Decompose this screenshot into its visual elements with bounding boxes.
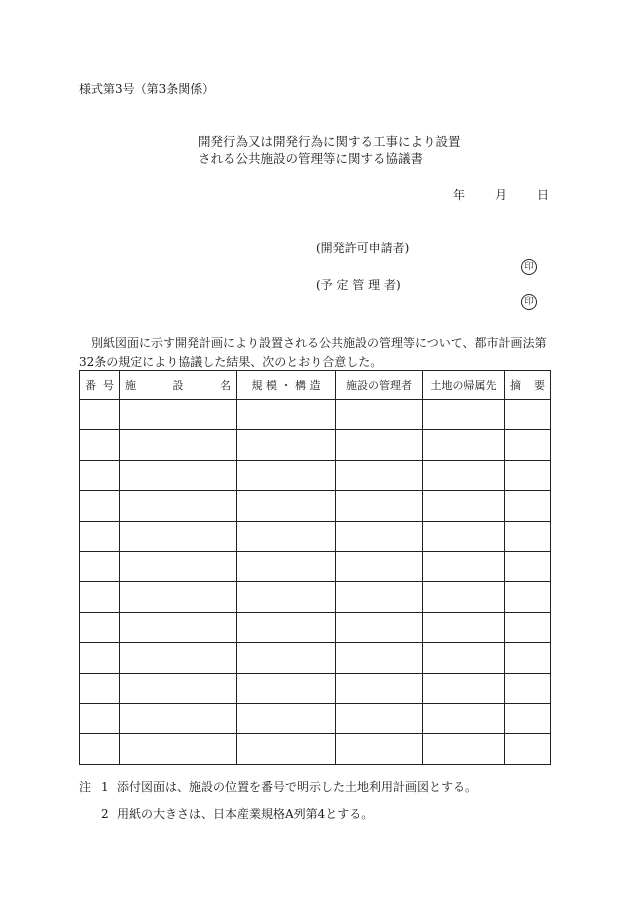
date-line xyxy=(453,186,549,203)
cell-facility-name[interactable] xyxy=(120,491,237,521)
cell-facility-name[interactable] xyxy=(120,460,237,490)
header-scale-structure: 規 模 ・ 構 造 xyxy=(237,371,336,400)
cell-scale-structure[interactable] xyxy=(237,491,336,521)
document-title-line-2: される公共施設の管理等に関する協議書 xyxy=(198,151,424,166)
cell-number[interactable] xyxy=(80,612,120,642)
cell-remarks[interactable] xyxy=(505,703,551,733)
cell-facility-manager[interactable] xyxy=(336,400,423,430)
table-row xyxy=(80,521,551,551)
table-header-row xyxy=(80,371,551,400)
facility-table xyxy=(79,370,551,765)
agreement-body-content: 別紙図面に示す開発計画により設置される公共施設の管理等について、都市計画法第32条の規定により協議した結果、次のとおり合意した。 xyxy=(79,336,547,369)
document-title-line-1: 開発行為又は開発行為に関する工事により設置 xyxy=(198,134,461,149)
cell-facility-manager[interactable] xyxy=(336,582,423,612)
cell-facility-manager[interactable] xyxy=(336,460,423,490)
cell-remarks[interactable] xyxy=(505,734,551,764)
cell-remarks[interactable] xyxy=(505,400,551,430)
cell-land-ownership[interactable] xyxy=(423,643,505,673)
cell-facility-name[interactable] xyxy=(120,400,237,430)
cell-facility-name[interactable] xyxy=(120,551,237,581)
cell-number[interactable] xyxy=(80,521,120,551)
cell-remarks[interactable] xyxy=(505,551,551,581)
date-month-label: 月 xyxy=(495,188,508,202)
table-row xyxy=(80,703,551,733)
table-row xyxy=(80,612,551,642)
table-row xyxy=(80,643,551,673)
cell-scale-structure[interactable] xyxy=(237,551,336,581)
document-title xyxy=(198,133,461,167)
table-row xyxy=(80,734,551,764)
cell-facility-name[interactable] xyxy=(120,734,237,764)
cell-number[interactable] xyxy=(80,400,120,430)
notes-section xyxy=(79,774,477,828)
cell-land-ownership[interactable] xyxy=(423,673,505,703)
note-item-1 xyxy=(79,774,477,801)
cell-remarks[interactable] xyxy=(505,460,551,490)
note-number: 1 xyxy=(101,780,109,794)
applicant-label: (開発許可申請者) xyxy=(316,241,410,255)
cell-number[interactable] xyxy=(80,643,120,673)
header-number: 番 号 xyxy=(80,371,120,400)
cell-facility-name[interactable] xyxy=(120,673,237,703)
cell-scale-structure[interactable] xyxy=(237,703,336,733)
applicant-seal-mark: 印 xyxy=(521,259,537,275)
cell-scale-structure[interactable] xyxy=(237,734,336,764)
table-body xyxy=(80,400,551,765)
cell-facility-name[interactable] xyxy=(120,430,237,460)
cell-land-ownership[interactable] xyxy=(423,551,505,581)
date-year-label: 年 xyxy=(453,188,466,202)
cell-land-ownership[interactable] xyxy=(423,703,505,733)
cell-remarks[interactable] xyxy=(505,491,551,521)
cell-facility-manager[interactable] xyxy=(336,612,423,642)
cell-facility-manager[interactable] xyxy=(336,551,423,581)
cell-scale-structure[interactable] xyxy=(237,521,336,551)
table-row xyxy=(80,460,551,490)
cell-scale-structure[interactable] xyxy=(237,400,336,430)
note-text: 用紙の大きさは、日本産業規格A列第4とする。 xyxy=(117,807,374,821)
cell-number[interactable] xyxy=(80,703,120,733)
agreement-body-text xyxy=(79,334,549,372)
table-row xyxy=(80,582,551,612)
cell-remarks[interactable] xyxy=(505,643,551,673)
cell-number[interactable] xyxy=(80,673,120,703)
cell-scale-structure[interactable] xyxy=(237,673,336,703)
header-remarks: 摘 要 xyxy=(505,371,551,400)
cell-scale-structure[interactable] xyxy=(237,430,336,460)
cell-number[interactable] xyxy=(80,491,120,521)
cell-remarks[interactable] xyxy=(505,673,551,703)
cell-facility-manager[interactable] xyxy=(336,703,423,733)
cell-facility-manager[interactable] xyxy=(336,491,423,521)
cell-facility-name[interactable] xyxy=(120,612,237,642)
cell-land-ownership[interactable] xyxy=(423,582,505,612)
table-row xyxy=(80,673,551,703)
cell-remarks[interactable] xyxy=(505,582,551,612)
table-row xyxy=(80,400,551,430)
header-facility-name: 施 設 名 xyxy=(120,371,237,400)
table-row xyxy=(80,491,551,521)
cell-facility-name[interactable] xyxy=(120,643,237,673)
note-item-2 xyxy=(79,801,477,828)
cell-land-ownership[interactable] xyxy=(423,460,505,490)
cell-facility-name[interactable] xyxy=(120,582,237,612)
cell-scale-structure[interactable] xyxy=(237,643,336,673)
cell-land-ownership[interactable] xyxy=(423,491,505,521)
cell-facility-manager[interactable] xyxy=(336,643,423,673)
cell-land-ownership[interactable] xyxy=(423,521,505,551)
manager-label: (予 定 管 理 者) xyxy=(316,278,401,292)
header-facility-manager: 施設の管理者 xyxy=(336,371,423,400)
cell-land-ownership[interactable] xyxy=(423,612,505,642)
cell-facility-manager[interactable] xyxy=(336,430,423,460)
cell-facility-name[interactable] xyxy=(120,703,237,733)
cell-number[interactable] xyxy=(80,460,120,490)
cell-remarks[interactable] xyxy=(505,612,551,642)
note-text: 添付図面は、施設の位置を番号で明示した土地利用計画図とする。 xyxy=(117,780,478,794)
date-day-label: 日 xyxy=(537,188,550,202)
table-row xyxy=(80,430,551,460)
manager-seal-mark: 印 xyxy=(521,294,537,310)
cell-facility-name[interactable] xyxy=(120,521,237,551)
cell-land-ownership[interactable] xyxy=(423,734,505,764)
form-number: 様式第3号（第3条関係） xyxy=(79,82,215,96)
note-number: 2 xyxy=(101,807,109,821)
cell-remarks[interactable] xyxy=(505,430,551,460)
cell-number[interactable] xyxy=(80,430,120,460)
cell-scale-structure[interactable] xyxy=(237,460,336,490)
cell-number[interactable] xyxy=(80,582,120,612)
note-prefix: 注 xyxy=(79,780,92,794)
cell-number[interactable] xyxy=(80,551,120,581)
cell-land-ownership[interactable] xyxy=(423,430,505,460)
cell-scale-structure[interactable] xyxy=(237,582,336,612)
table-row xyxy=(80,551,551,581)
cell-remarks[interactable] xyxy=(505,521,551,551)
cell-facility-manager[interactable] xyxy=(336,734,423,764)
cell-facility-manager[interactable] xyxy=(336,673,423,703)
header-land-ownership: 土地の帰属先 xyxy=(423,371,505,400)
cell-number[interactable] xyxy=(80,734,120,764)
cell-scale-structure[interactable] xyxy=(237,612,336,642)
cell-facility-manager[interactable] xyxy=(336,521,423,551)
cell-land-ownership[interactable] xyxy=(423,400,505,430)
